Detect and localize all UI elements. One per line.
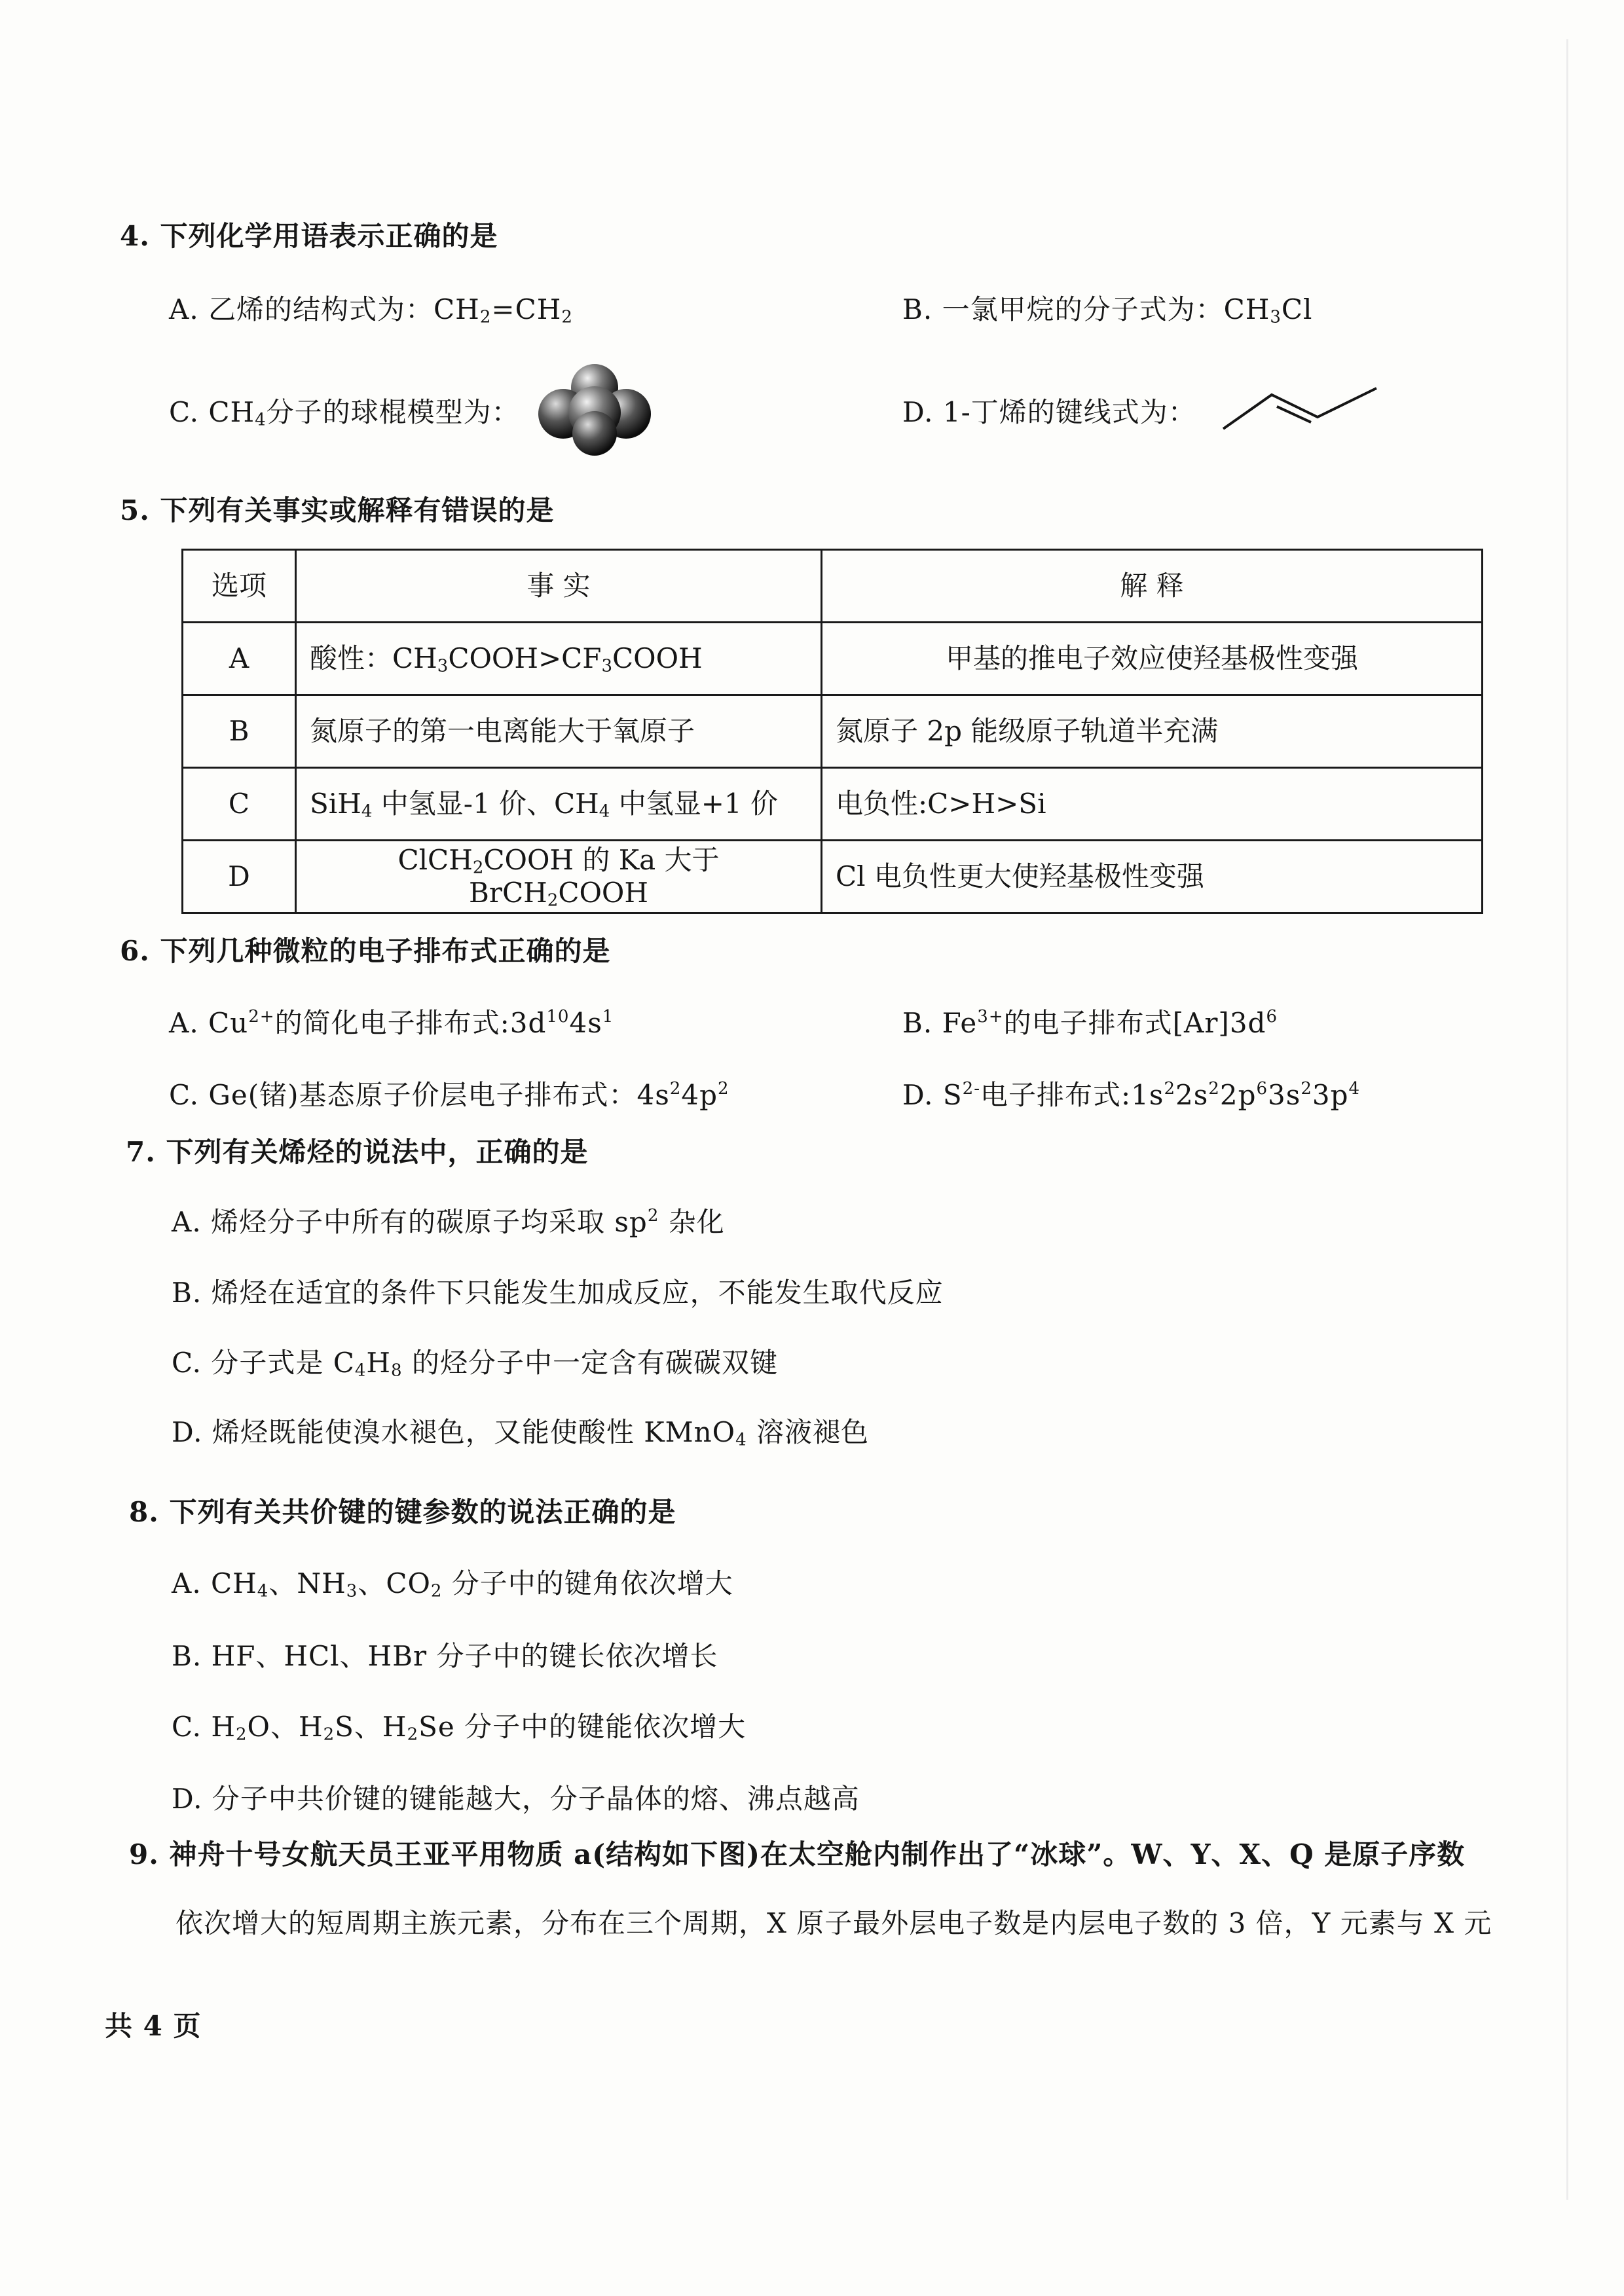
page-footer: 共 4 页 [105, 2010, 202, 2042]
row-reason: 电负性:C>H>Si [822, 768, 1483, 841]
q6-stem: 6. 下列几种微粒的电子排布式正确的是 [120, 935, 611, 967]
q8-option-b: B. HF、HCl、HBr 分子中的键长依次增长 [172, 1640, 718, 1672]
q4-option-a: A. 乙烯的结构式为：$CH_2=CH_2$ [169, 293, 573, 327]
q9-line-2: 依次增大的短周期主族元素，分布在三个周期，X 原子最外层电子数是内层电子数的 3 倍，Y 元素与 X 元 [175, 1907, 1492, 1939]
q8-option-a: A. $CH_4$、$NH_3$、$CO_2$ 分子中的键角依次增大 [172, 1567, 733, 1601]
header-reason: 解 释 [822, 550, 1483, 623]
header-option: 选项 [183, 550, 296, 623]
row-fact: 酸性：$CH_3COOH>CF_3COOH$ [296, 623, 822, 695]
row-option: D [183, 841, 296, 913]
q7-option-c: C. 分子式是 $C_4H_8$ 的烃分子中一定含有碳碳双键 [172, 1347, 778, 1381]
q5-stem: 5. 下列有关事实或解释有错误的是 [120, 494, 555, 526]
row-option: C [183, 768, 296, 841]
table-header-row [183, 550, 1483, 623]
row-option: A [183, 623, 296, 695]
q4-option-c: C. $CH_4$分子的球棍模型为： [169, 396, 520, 430]
header-fact: 事 实 [296, 550, 822, 623]
q8-stem: 8. 下列有关共价键的键参数的说法正确的是 [129, 1496, 676, 1528]
table-row [183, 623, 1483, 695]
q5-table [181, 549, 1483, 914]
table-row [183, 695, 1483, 768]
q6-option-b: B. $Fe^{3+}$的电子排布式$[Ar]3d^6$ [902, 1006, 1278, 1039]
q4-option-d: D. 1-丁烯的键线式为： [902, 396, 1196, 428]
scan-edge [1566, 39, 1568, 2200]
row-reason: Cl 电负性更大使羟基极性变强 [822, 841, 1483, 913]
row-fact: 氮原子的第一电离能大于氧原子 [296, 695, 822, 768]
q9-line-1: 9. 神舟十号女航天员王亚平用物质 a(结构如下图)在太空舱内制作出了“冰球”。W、Y、X、Q 是原子序数 [129, 1838, 1466, 1870]
table-row [183, 768, 1483, 841]
q7-option-d: D. 烯烃既能使溴水褪色，又能使酸性 KMnO$_4$ 溶液褪色 [172, 1416, 870, 1450]
q4-option-b: B. 一氯甲烷的分子式为：$CH_3Cl$ [902, 293, 1313, 327]
q8-option-c: C. $H_2O$、$H_2S$、$H_2Se$ 分子中的键能依次增大 [172, 1711, 747, 1745]
q4-stem: 4. 下列化学用语表示正确的是 [120, 220, 498, 252]
butene-skeletal-formula [1219, 383, 1383, 435]
row-option: B [183, 695, 296, 768]
q8-option-d: D. 分子中共价键的键能越大，分子晶体的熔、沸点越高 [172, 1783, 860, 1815]
q7-stem: 7. 下列有关烯烃的说法中，正确的是 [126, 1136, 589, 1168]
q6-option-d: D. $S^{2-}$电子排布式$:1s^22s^22p^63s^23p^4$ [902, 1078, 1361, 1111]
q6-option-c: C. Ge(锗)基态原子价层电子排布式：$4s^24p^2$ [169, 1078, 729, 1111]
row-reason: 氮原子 2p 能级原子轨道半充满 [822, 695, 1483, 768]
table-row [183, 841, 1483, 913]
row-reason: 甲基的推电子效应使羟基极性变强 [822, 623, 1483, 695]
methane-ball-model-image [529, 360, 660, 458]
q6-option-a: A. $Cu^{2+}$的简化电子排布式$:3d^{10}4s^1$ [169, 1006, 614, 1039]
row-fact: SiH$_4$ 中氢显-1 价、$CH_4$ 中氢显+1 价 [296, 768, 822, 841]
q7-option-b: B. 烯烃在适宜的条件下只能发生加成反应，不能发生取代反应 [172, 1277, 944, 1309]
row-fact: ClCH$_2$COOH 的 Ka 大于 BrCH$_2$COOH [296, 841, 822, 913]
q7-option-a: A. 烯烃分子中所有的碳原子均采取 $sp^2$ 杂化 [172, 1205, 725, 1238]
